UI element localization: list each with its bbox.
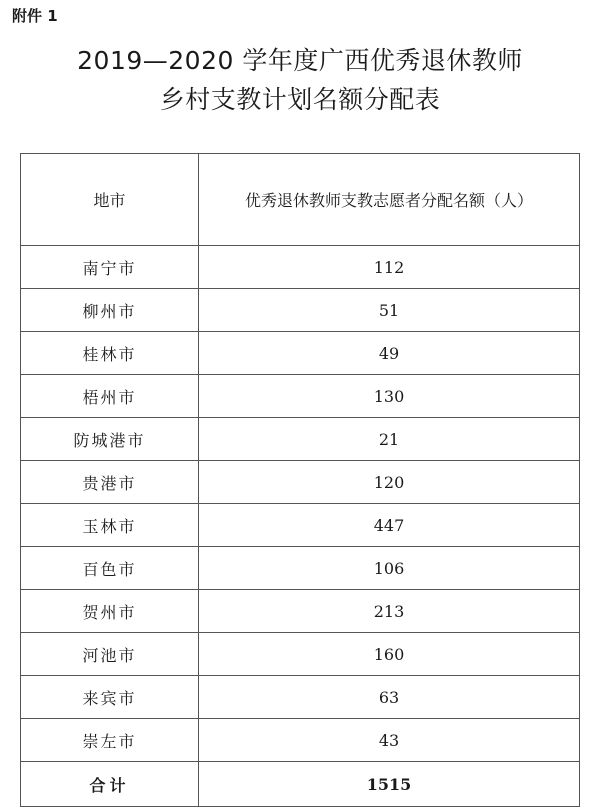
document-title-line-1: 2019—2020 学年度广西优秀退休教师: [77, 46, 523, 75]
table-row: [21, 547, 580, 590]
city-cell: 百色市: [21, 547, 199, 590]
table-row: [21, 332, 580, 375]
total-label: 合计: [21, 762, 199, 807]
table-header: [21, 154, 580, 246]
header-quota: 优秀退休教师支教志愿者分配名额（人）: [199, 154, 580, 246]
header-city: 地市: [21, 154, 199, 246]
city-cell: 柳州市: [21, 289, 199, 332]
quota-cell: 447: [199, 504, 580, 547]
quota-cell: 160: [199, 633, 580, 676]
table-row: [21, 289, 580, 332]
city-cell: 防城港市: [21, 418, 199, 461]
table-footer: [21, 762, 580, 807]
city-cell: 来宾市: [21, 676, 199, 719]
table-row: [21, 375, 580, 418]
table-row: [21, 676, 580, 719]
attachment-label: 附件 1: [12, 7, 58, 25]
total-quota: 1515: [199, 762, 580, 807]
quota-cell: 120: [199, 461, 580, 504]
city-cell: 河池市: [21, 633, 199, 676]
table-header-row: [21, 154, 580, 246]
total-row: [21, 762, 580, 807]
quota-cell: 43: [199, 719, 580, 762]
quota-cell: 130: [199, 375, 580, 418]
quota-cell: 49: [199, 332, 580, 375]
city-cell: 玉林市: [21, 504, 199, 547]
city-cell: 梧州市: [21, 375, 199, 418]
table-row: [21, 504, 580, 547]
quota-cell: 21: [199, 418, 580, 461]
city-cell: 崇左市: [21, 719, 199, 762]
table-row: [21, 633, 580, 676]
city-cell: 贵港市: [21, 461, 199, 504]
quota-cell: 63: [199, 676, 580, 719]
quota-cell: 112: [199, 246, 580, 289]
table-body: [21, 246, 580, 762]
document-title-line-2: 乡村支教计划名额分配表: [159, 85, 441, 114]
city-cell: 贺州市: [21, 590, 199, 633]
city-cell: 桂林市: [21, 332, 199, 375]
table-row: [21, 719, 580, 762]
quota-cell: 51: [199, 289, 580, 332]
quota-cell: 106: [199, 547, 580, 590]
table-row: [21, 461, 580, 504]
quota-cell: 213: [199, 590, 580, 633]
table-row: [21, 590, 580, 633]
table-row: [21, 246, 580, 289]
quota-allocation-table: [20, 153, 580, 807]
table-row: [21, 418, 580, 461]
city-cell: 南宁市: [21, 246, 199, 289]
